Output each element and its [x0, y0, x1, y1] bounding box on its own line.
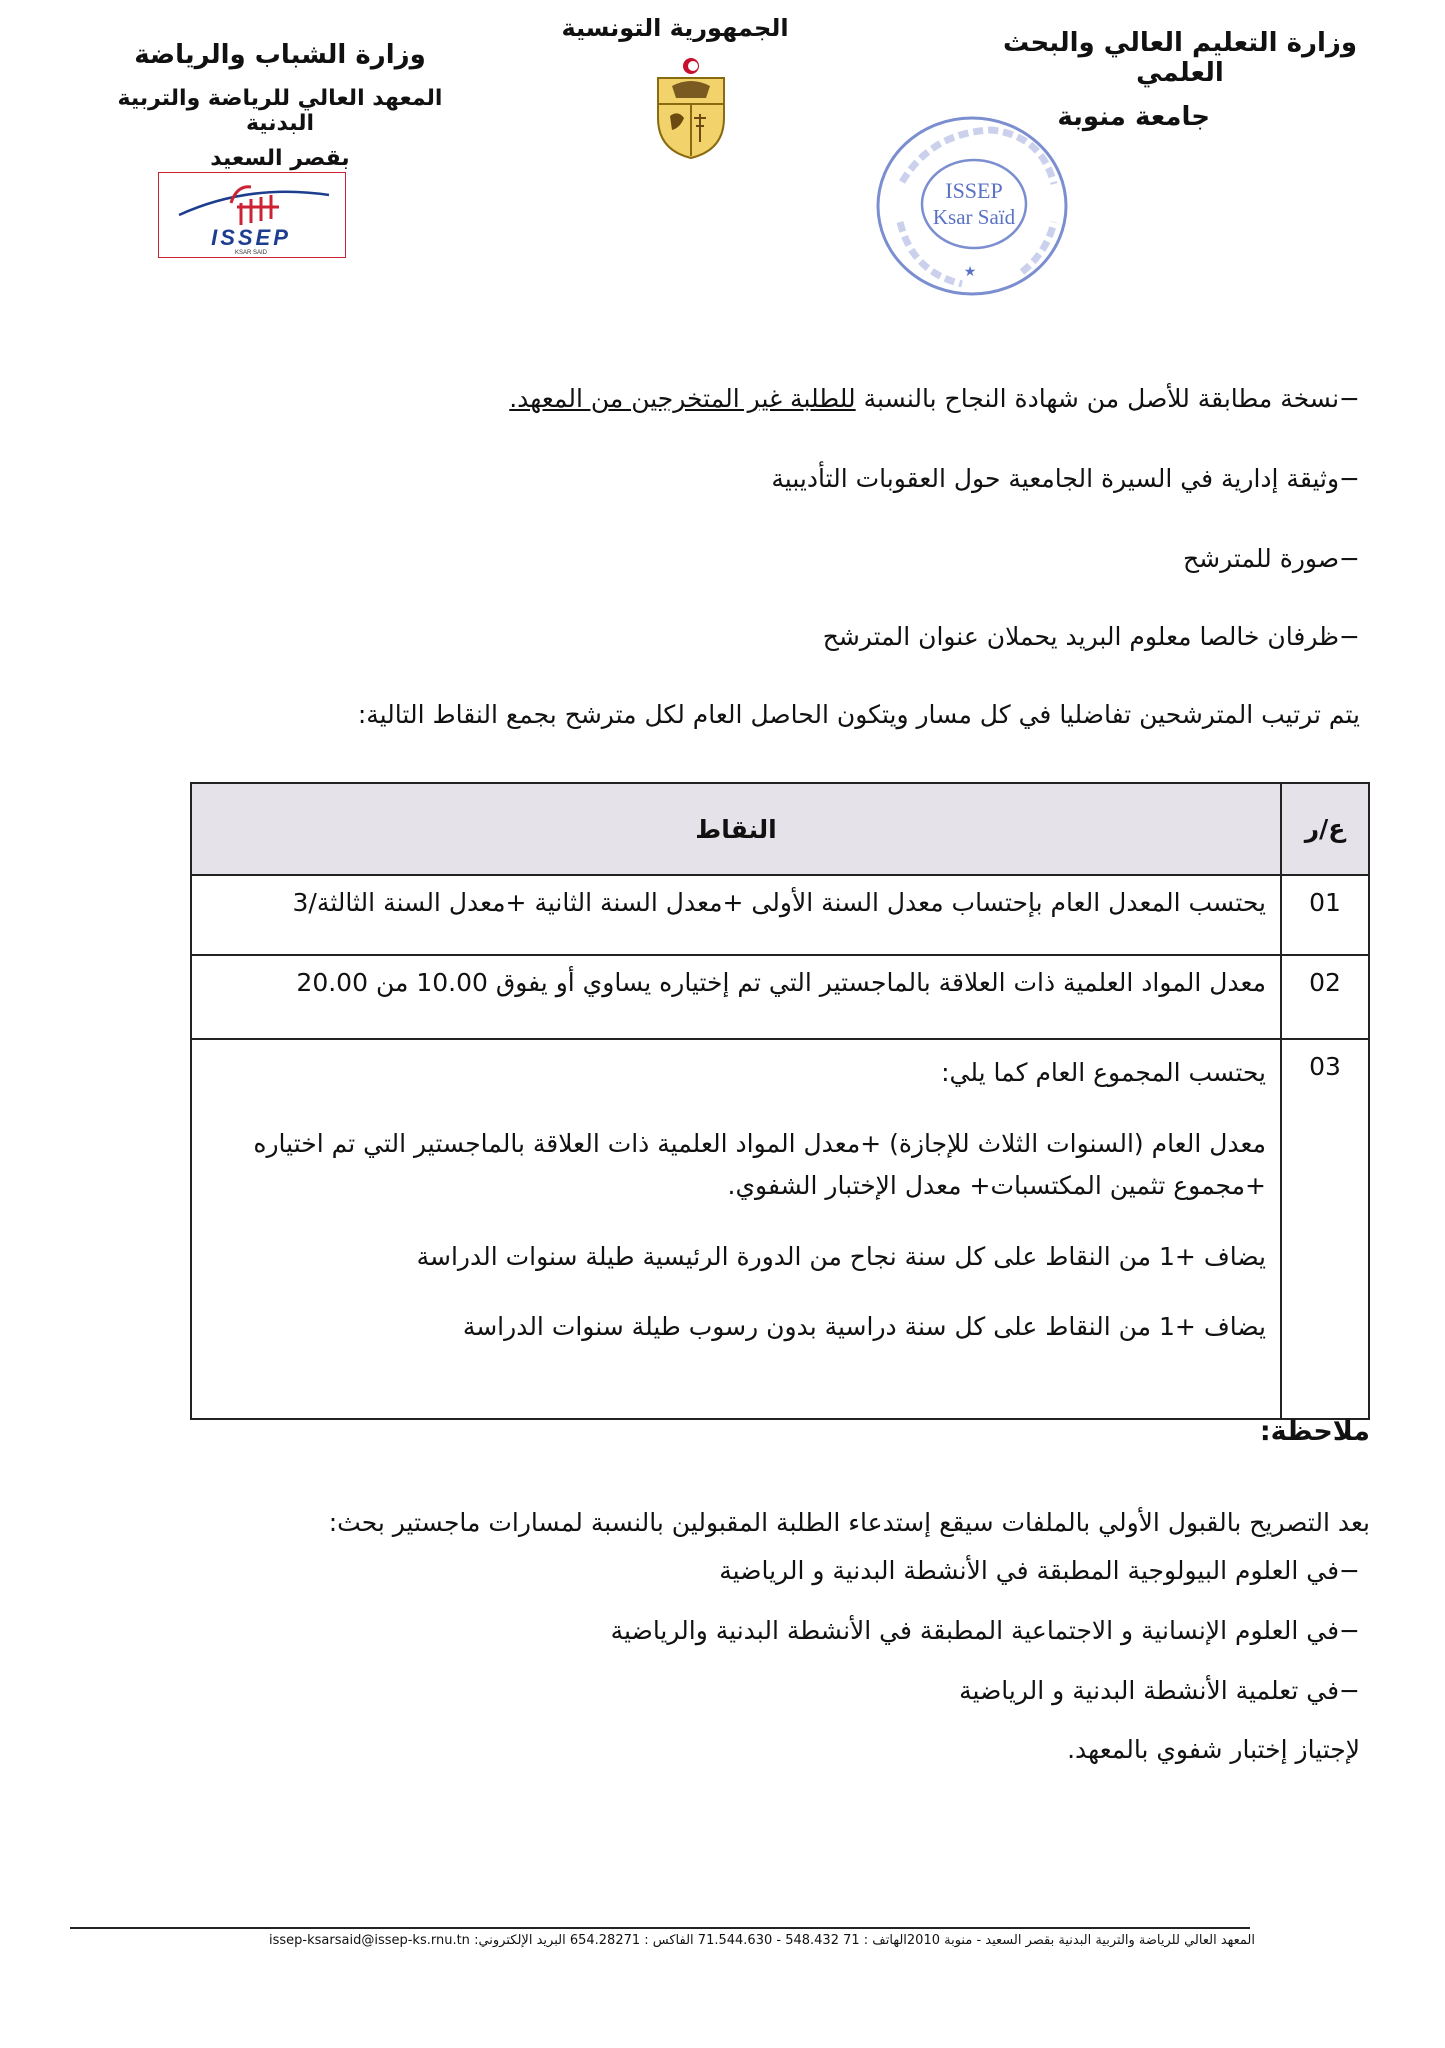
column-header-number: ع/ر: [1281, 783, 1369, 875]
row-text: يضاف +1 من النقاط على كل سنة دراسية بدون رسوب طيلة سنوات الدراسة: [462, 1312, 1266, 1341]
republic-title: الجمهورية التونسية: [561, 14, 789, 42]
points-table: [190, 782, 1370, 1420]
note-item-text: في العلوم البيولوجية المطبقة في الأنشطة البدنية و الرياضية: [719, 1556, 1340, 1585]
requirement-item-3: −صورة للمترشح: [1183, 544, 1360, 573]
stamp-text-2: Ksar Saïd: [932, 205, 1016, 229]
row-text: معدل العام (السنوات الثلاث للإجازة) +معدل المواد العلمية ذات العلاقة بالماجستير التي تم اختياره +مجموع تثمين المكتسبات+ معدل الإختبار الشفوي.: [253, 1128, 1266, 1200]
svg-text:★: ★: [963, 264, 977, 280]
ministry-higher-education: وزارة التعليم العالي والبحث العلمي: [1003, 28, 1357, 88]
stamp-text-1: ISSEP: [945, 178, 1003, 203]
institute-stamp: [872, 112, 1072, 300]
issep-logo: [158, 172, 346, 258]
row-text: يحتسب المعدل العام بإحتساب معدل السنة الأولى +معدل السنة الثانية +معدل السنة الثالثة/3: [292, 888, 1266, 917]
institute-location: بقصر السعيد: [210, 146, 350, 171]
requirement-text: نسخة مطابقة للأصل من شهادة النجاح بالنسبة: [855, 384, 1340, 413]
row-content: [191, 1039, 1281, 1419]
requirement-text: وثيقة إدارية في السيرة الجامعية حول العقوبات التأديبية: [771, 464, 1340, 493]
note-title: ملاحظة:: [1259, 1416, 1370, 1447]
requirement-item-4: −ظرفان خالصا معلوم البريد يحملان عنوان المترشح: [822, 622, 1360, 651]
republic-header: [555, 14, 795, 42]
row-content: [191, 875, 1281, 955]
row-text: يضاف +1 من النقاط على كل سنة نجاح من الدورة الرئيسية طيلة سنوات الدراسة: [416, 1241, 1266, 1271]
ministry-youth-sports: وزارة الشباب والرياضة: [134, 40, 426, 70]
row-text: يحتسب المجموع العام كما يلي:: [941, 1058, 1266, 1087]
logo-subtext: KSAR SAID: [234, 250, 268, 256]
footer-divider: [70, 1927, 1250, 1929]
requirement-text: ظرفان خالصا معلوم البريد يحملان عنوان المترشح: [822, 622, 1340, 651]
ranking-intro: يتم ترتيب المترشحين تفاضليا في كل مسار ويتكون الحاصل العام لكل مترشح بجمع النقاط التالية:: [357, 700, 1360, 729]
column-header-points: النقاط: [191, 783, 1281, 875]
closing-line: لإجتياز إختبار شفوي بالمعهد.: [1067, 1735, 1360, 1764]
table-row: [191, 1039, 1369, 1419]
footer-contact: المعهد العالي للرياضة والتربية البدنية بقصر السعيد - منوبة 2010الهاتف : 71 548.432 - 71.544.630 الفاكس : 654.28271 البريد الإلكتروني: issep-ksarsaid@issep-ks.rnu.tn: [269, 1933, 1255, 1948]
row-text: معدل المواد العلمية ذات العلاقة بالماجستير التي تم إختياره يساوي أو يفوق 10.00 من 20.00: [296, 968, 1266, 997]
note-item-text: في العلوم الإنسانية و الاجتماعية المطبقة في الأنشطة البدنية والرياضية: [610, 1616, 1340, 1645]
note-item-text: في تعلمية الأنشطة البدنية و الرياضية: [959, 1676, 1340, 1705]
note-intro: بعد التصريح بالقبول الأولي بالملفات سيقع إستدعاء الطلبة المقبولين بالنسبة لمسارات ماجستير بحث:: [328, 1508, 1370, 1537]
row-content: [191, 955, 1281, 1039]
ministry-header-left: [80, 40, 480, 171]
university-name: جامعة منوبة: [1057, 102, 1210, 132]
note-item-2: −في العلوم الإنسانية و الاجتماعية المطبقة في الأنشطة البدنية والرياضية: [610, 1616, 1360, 1645]
requirement-item-1: −نسخة مطابقة للأصل من شهادة النجاح بالنسبة للطلبة غير المتخرجين من المعهد.: [509, 384, 1360, 413]
note-item-3: −في تعلمية الأنشطة البدنية و الرياضية: [959, 1676, 1360, 1705]
requirement-underlined: للطلبة غير المتخرجين من المعهد.: [509, 384, 856, 413]
requirement-item-2: −وثيقة إدارية في السيرة الجامعية حول العقوبات التأديبية: [771, 464, 1360, 493]
requirement-text: صورة للمترشح: [1183, 544, 1340, 573]
institute-name: المعهد العالي للرياضة والتربية البدنية: [117, 86, 443, 136]
row-number: 02: [1281, 955, 1369, 1039]
logo-text: ISSEP: [211, 225, 291, 250]
table-row: [191, 955, 1369, 1039]
row-number: 01: [1281, 875, 1369, 955]
note-item-1: −في العلوم البيولوجية المطبقة في الأنشطة البدنية و الرياضية: [719, 1556, 1360, 1585]
table-header-row: [191, 783, 1369, 875]
row-number: 03: [1281, 1039, 1369, 1419]
tunisia-coat-of-arms-icon: [650, 56, 732, 160]
table-row: [191, 875, 1369, 955]
